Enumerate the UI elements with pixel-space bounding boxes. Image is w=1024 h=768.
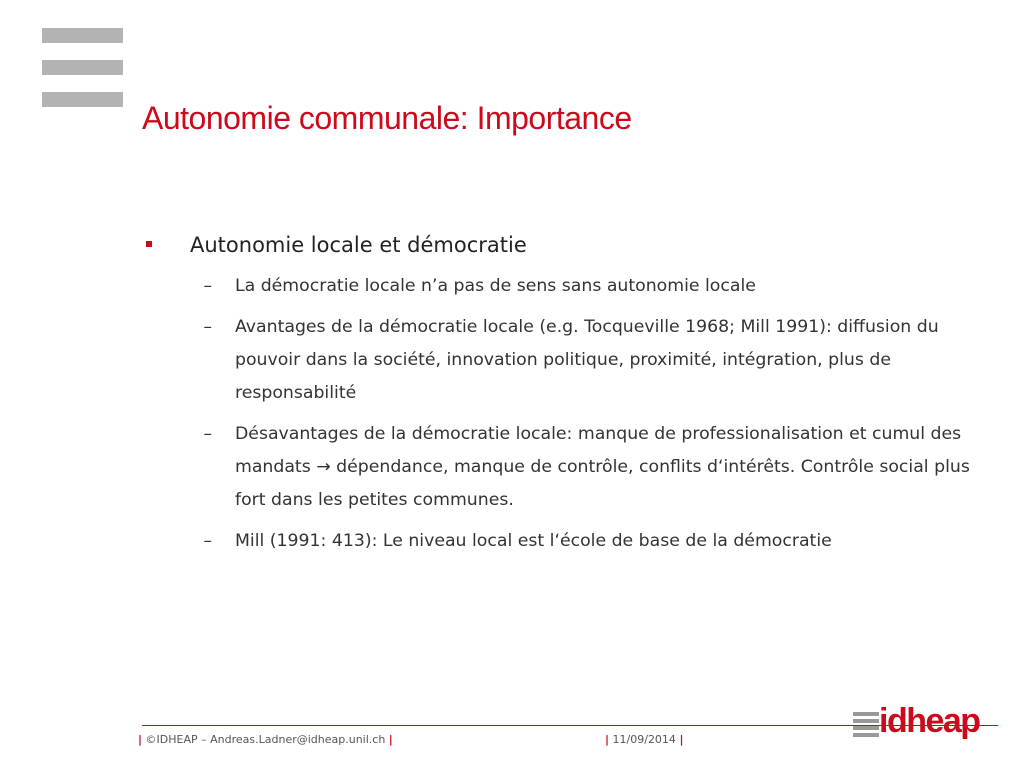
sub-bullet-item [142,418,1012,517]
footer-copyright [138,733,393,746]
dash-marker: – [203,531,212,551]
sub-bullet-item [142,525,1012,558]
logo-bars-icon [853,712,879,740]
footer-date-text: 11/09/2014 [612,733,676,746]
menu-bar [42,28,123,43]
sub-bullet-text: Désavantages de la démocratie locale: manque de professionalisation et cumul des mandats → dépendance, manque de contrôle, conflits d‘intérêts. Contrôle social plus fort dans les petites communes. [235,424,970,510]
logo-text: idheap [879,702,980,740]
dash-marker: – [203,424,212,444]
footer-pipe: | [138,733,143,746]
sub-bullet-text: La démocratie locale n’a pas de sens sans autonomie locale [235,276,756,296]
footer-pipe: | [605,733,610,746]
menu-bars-icon [42,28,123,107]
slide-title: Autonomie communale: Importance [142,100,632,136]
menu-bar [42,92,123,107]
sub-bullet-item [142,270,1012,303]
dash-marker: – [203,276,212,296]
footer-pipe: | [679,733,684,746]
sub-bullet-text: Mill (1991: 413): Le niveau local est l‘école de base de la démocratie [235,531,832,551]
footer-date [605,733,683,746]
dash-marker: – [203,317,212,337]
menu-bar [42,60,123,75]
square-bullet-icon [146,241,152,247]
footer-pipe: | [388,733,393,746]
sub-bullet-list [142,270,1012,558]
bullet-item [142,228,1012,262]
sub-bullet-item [142,311,1012,410]
footer-copyright-text: ©IDHEAP – Andreas.Ladner@idheap.unil.ch [145,733,386,746]
slide-content [142,228,1012,566]
idheap-logo [853,700,980,742]
bullet-text: Autonomie locale et démocratie [190,233,527,257]
sub-bullet-text: Avantages de la démocratie locale (e.g. Tocqueville 1968; Mill 1991): diffusion du pouvoir dans la société, innovation politique, proximité, intégration, plus de responsabilité [235,317,939,403]
